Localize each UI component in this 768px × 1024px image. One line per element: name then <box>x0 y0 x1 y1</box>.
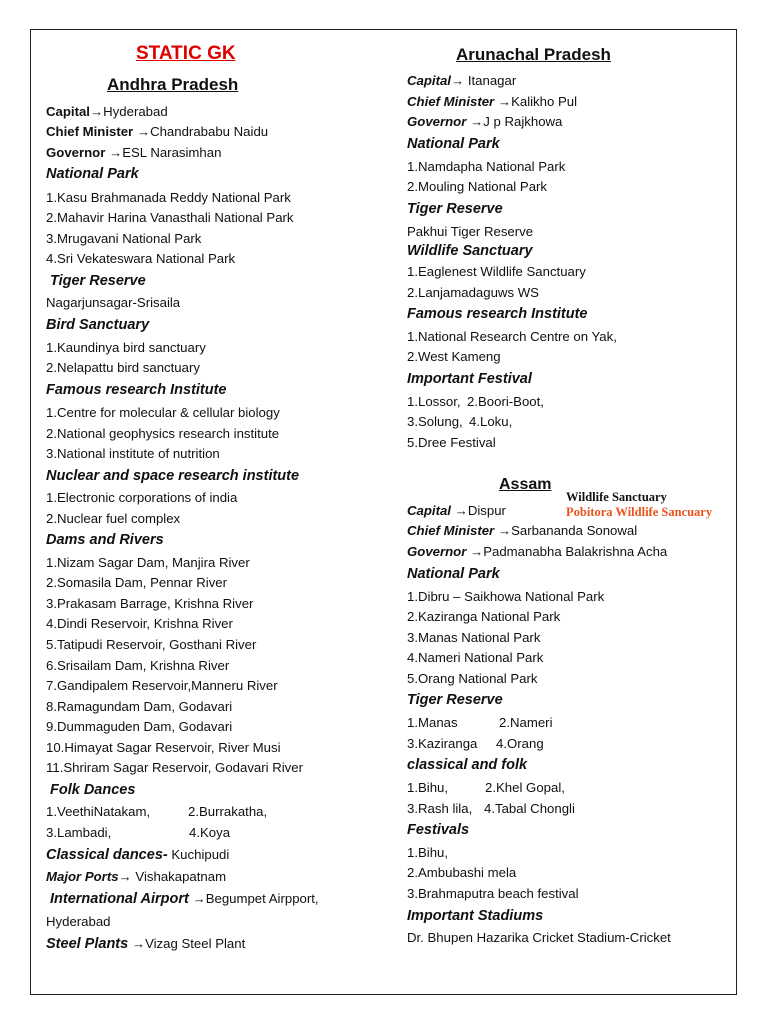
section-bird-sanctuary: Bird Sanctuary <box>46 317 150 333</box>
section-festivals: Festivals <box>407 822 470 838</box>
list-item: 2.Kaziranga National Park <box>407 609 561 624</box>
list-item: 5.Tatipudi Reservoir, Gosthani River <box>46 637 257 652</box>
list-item: Dr. Bhupen Hazarika Cricket Stadium-Cricket <box>407 930 671 945</box>
arrow-icon: → <box>109 145 123 160</box>
list-item: 5.Dree Festival <box>407 435 496 450</box>
capital-value: Itanagar <box>467 73 517 88</box>
list-item: 1.Eaglenest Wildlife Sanctuary <box>407 264 586 279</box>
list-item: 2.Nuclear fuel complex <box>46 511 181 526</box>
list-item: 2.Nameri <box>499 715 553 730</box>
section-wildlife-sanctuary: Wildlife Sanctuary <box>407 243 533 259</box>
list-item: 1.Manas <box>407 715 458 730</box>
cm-value: Chandrababu Naidu <box>150 124 269 139</box>
section-important-stadiums: Important Stadiums <box>407 908 544 924</box>
list-item: 1.National Research Centre on Yak, <box>407 329 617 344</box>
arrow-icon: → <box>192 891 206 906</box>
arrow-icon: → <box>470 114 484 129</box>
list-item: 4.Tabal Chongli <box>484 801 575 816</box>
assam-capital <box>407 503 506 519</box>
arrow-icon: → <box>136 124 151 139</box>
list-item: 5.Orang National Park <box>407 671 538 686</box>
list-item: 3.Prakasam Barrage, Krishna River <box>46 596 254 611</box>
ports-value: Vishakapatnam <box>135 869 227 884</box>
major-ports-row <box>46 869 226 885</box>
list-item: 2.Mahavir Harina Vanasthali National Park <box>46 210 294 225</box>
state-heading-arunachal: Arunachal Pradesh <box>456 45 611 64</box>
list-item: 3.Manas National Park <box>407 630 541 645</box>
list-item: 3.Kaziranga <box>407 736 478 751</box>
list-item: 4.Nameri National Park <box>407 650 544 665</box>
list-item: 4.Orang <box>496 736 544 751</box>
gov-value: ESL Narasimhan <box>122 145 222 160</box>
classical-value: Kuchipudi <box>171 847 230 862</box>
list-item: 1.Centre for molecular & cellular biology <box>46 405 280 420</box>
list-item: 1.Lossor, <box>407 394 461 409</box>
list-item: 1.Electronic corporations of india <box>46 490 238 505</box>
document-page <box>30 29 737 995</box>
list-item: 1.Bihu, <box>407 780 449 795</box>
list-item: 3.Solung, <box>407 414 463 429</box>
section-tiger-reserve: Tiger Reserve <box>407 692 503 708</box>
section-national-park: National Park <box>407 136 500 152</box>
section-classical-folk: classical and folk <box>407 757 528 773</box>
list-item: 9.Dummaguden Dam, Godavari <box>46 719 233 734</box>
cm-label: Chief Minister <box>407 523 495 538</box>
capital-label: Capital <box>407 73 451 88</box>
andhra-governor <box>46 145 221 161</box>
arrow-icon: → <box>470 544 484 559</box>
capital-value: Hyderabad <box>103 104 168 119</box>
wildlife-note-label: Wildlife Sanctuary <box>566 490 667 504</box>
list-item: 2.Burrakatha, <box>188 804 268 819</box>
airport-value: Begumpet Airpport, <box>205 891 319 906</box>
cm-label: Chief Minister <box>46 124 134 139</box>
list-item: 10.Himayat Sagar Reservoir, River Musi <box>46 740 281 755</box>
list-item: 1.Nizam Sagar Dam, Manjira River <box>46 555 250 570</box>
list-item: 4.Sri Vekateswara National Park <box>46 251 236 266</box>
section-tiger-reserve: Tiger Reserve <box>50 273 146 289</box>
assam-governor <box>407 544 667 560</box>
arunachal-cm <box>407 94 577 110</box>
section-important-festival: Important Festival <box>407 371 532 387</box>
classical-label: Classical dances- <box>46 847 168 863</box>
arrow-icon: → <box>450 73 465 88</box>
gov-label: Governor <box>407 544 467 559</box>
cm-value: Kalikho Pul <box>511 94 578 109</box>
state-heading-andhra: Andhra Pradesh <box>107 75 239 94</box>
arrow-icon: → <box>131 936 146 951</box>
list-item: 7.Gandipalem Reservoir,Manneru River <box>46 678 278 693</box>
section-dams-rivers: Dams and Rivers <box>46 532 164 548</box>
gov-label: Governor <box>407 114 467 129</box>
list-item: 8.Ramagundam Dam, Godavari <box>46 699 233 714</box>
arrow-icon: → <box>89 104 104 119</box>
gov-value: Padmanabha Balakrishna Acha <box>483 544 668 559</box>
section-research-institute: Famous research Institute <box>46 382 227 398</box>
arrow-icon: → <box>118 869 132 884</box>
state-heading-assam: Assam <box>499 476 552 493</box>
list-item: 4.Dindi Reservoir, Krishna River <box>46 616 233 631</box>
list-item: 4.Koya <box>189 825 231 840</box>
steel-label: Steel Plants <box>46 936 129 952</box>
list-item: 2.Somasila Dam, Pennar River <box>46 575 228 590</box>
arrow-icon: → <box>497 523 512 538</box>
assam-cm <box>407 523 637 539</box>
airport-city: Hyderabad <box>46 914 111 929</box>
list-item: 6.Srisailam Dam, Krishna River <box>46 658 230 673</box>
steel-plants-row <box>46 936 245 952</box>
list-item: 3.Rash lila, <box>407 801 473 816</box>
list-item: 2.Nelapattu bird sanctuary <box>46 360 200 375</box>
section-folk-dances: Folk Dances <box>50 782 136 798</box>
cm-label: Chief Minister <box>407 94 495 109</box>
gov-value: J p Rajkhowa <box>483 114 563 129</box>
steel-value: Vizag Steel Plant <box>145 936 246 951</box>
capital-value: Dispur <box>467 503 506 518</box>
list-item: 3.Mrugavani National Park <box>46 231 202 246</box>
list-item: 2.Mouling National Park <box>407 179 548 194</box>
list-item: 2.National geophysics research institute <box>46 426 280 441</box>
arrow-icon: → <box>454 503 468 518</box>
list-item: 3.Brahmaputra beach festival <box>407 886 579 901</box>
section-tiger-reserve: Tiger Reserve <box>407 201 503 217</box>
wildlife-note-value: Pobitora Wildlife Sancuary <box>566 505 713 519</box>
airport-row <box>50 891 319 907</box>
gov-label: Governor <box>46 145 106 160</box>
list-item: 2.Ambubashi mela <box>407 865 517 880</box>
list-item: 1.Namdapha National Park <box>407 159 566 174</box>
cm-value: Sarbananda Sonowal <box>511 523 638 538</box>
list-item: 2.Lanjamadaguws WS <box>407 285 539 300</box>
page-title: STATIC GK <box>136 43 236 64</box>
list-item: 3.Lambadi, <box>46 825 112 840</box>
list-item: 1.Kasu Brahmanada Reddy National Park <box>46 190 291 205</box>
andhra-capital <box>46 104 168 120</box>
arunachal-capital <box>407 73 516 89</box>
list-item: 2.West Kameng <box>407 349 501 364</box>
section-research-institute: Famous research Institute <box>407 306 588 322</box>
list-item: 1.Bihu, <box>407 845 449 860</box>
capital-label: Capital <box>46 104 90 119</box>
list-item: Pakhui Tiger Reserve <box>407 224 534 239</box>
list-item: 1.Dibru – Saikhowa National Park <box>407 589 605 604</box>
arunachal-governor <box>407 114 562 130</box>
list-item: 2.Khel Gopal, <box>485 780 565 795</box>
list-item: 4.Loku, <box>469 414 513 429</box>
list-item: 2.Boori-Boot, <box>467 394 544 409</box>
arrow-icon: → <box>497 94 512 109</box>
list-item: 3.National institute of nutrition <box>46 446 220 461</box>
section-national-park: National Park <box>46 166 139 182</box>
section-nuclear-space: Nuclear and space research institute <box>46 468 300 484</box>
section-national-park: National Park <box>407 566 500 582</box>
list-item: 1.Kaundinya bird sanctuary <box>46 340 206 355</box>
list-item: Nagarjunsagar-Srisaila <box>46 295 181 310</box>
list-item: 11.Shriram Sagar Reservoir, Godavari River <box>46 760 304 775</box>
capital-label: Capital <box>407 503 451 518</box>
andhra-cm <box>46 124 268 140</box>
classical-dances-row <box>46 847 229 863</box>
airport-label: International Airport <box>50 891 189 907</box>
ports-label: Major Ports <box>46 869 119 884</box>
list-item: 1.VeethiNatakam, <box>46 804 151 819</box>
